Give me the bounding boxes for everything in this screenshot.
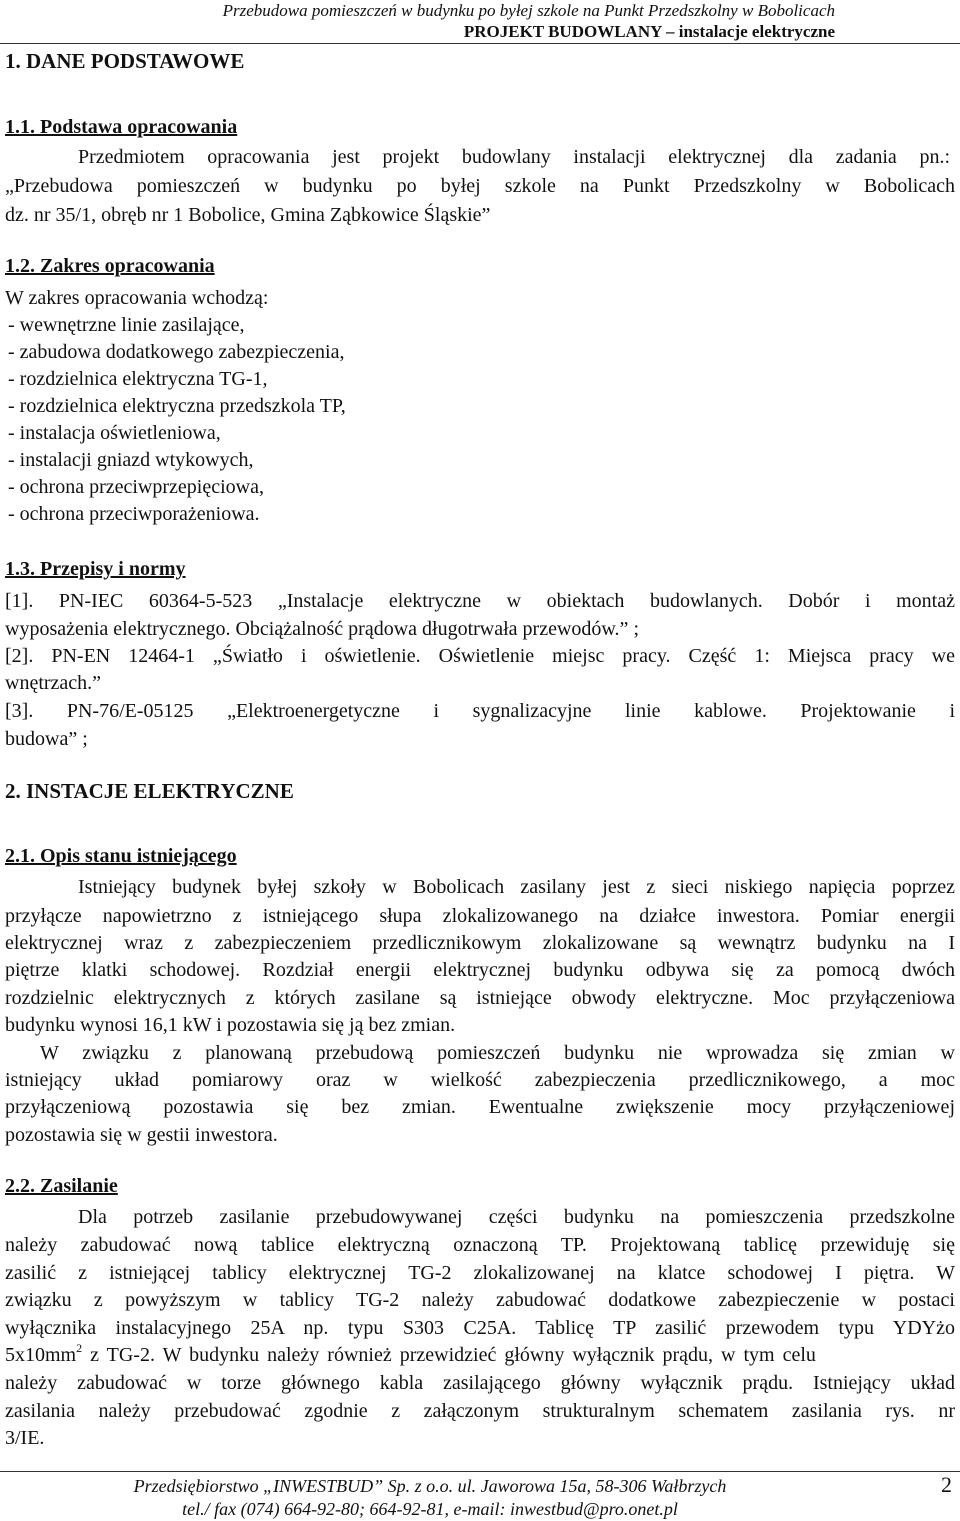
cable-cross-section: 5x10mm — [5, 1344, 77, 1366]
footer-company: Przedsiębiorstwo „INWESTBUD” Sp. z o.o. ul. Jaworowa 15a, 58-306 Wałbrzych — [133, 1476, 727, 1496]
scope-intro: W zakres opracowania wchodzą: — [5, 287, 269, 309]
section-2-1-heading: 2.1. Opis stanu istniejącego — [5, 845, 237, 867]
section-1-1-heading: 1.1. Podstawa opracowania — [5, 116, 238, 138]
page-number: 2 — [941, 1472, 952, 1497]
header-document-type: PROJEKT BUDOWLANY – instalacje elektryczne — [463, 22, 835, 41]
paragraph-line: piętrze klatki schodowej. Rozdział energii elektrycznej budynku odbywa się za pomocą dwóch — [5, 959, 955, 981]
section-2-2-heading: 2.2. Zasilanie — [5, 1175, 118, 1197]
list-item: - ochrona przeciwprzepięciowa, — [8, 476, 264, 498]
footer-contact: tel./ fax (074) 664-92-80; 664-92-81, e-mail: inwestbud@pro.onet.pl — [182, 1499, 678, 1519]
paragraph-line: Dla potrzeb zasilanie przebudowywanej części budynku na pomieszczenia przedszkolne — [78, 1206, 955, 1228]
list-item: - instalacji gniazd wtykowych, — [8, 449, 254, 471]
paragraph-line: pozostawia się w gestii inwestora. — [5, 1124, 278, 1146]
paragraph-line: przyłącze napowietrzno z istniejącego słupa zlokalizowanego na działce inwestora. Pomiar energii — [5, 905, 955, 927]
section-1-heading: 1. DANE PODSTAWOWE — [5, 49, 245, 73]
footer-divider — [0, 1471, 960, 1472]
norm-line: [3]. PN-76/E-05125 „Elektroenergetyczne i sygnalizacyjne linie kablowe. Projektowanie i — [5, 700, 955, 722]
header-project-title: Przebudowa pomieszczeń w budynku po byłej szkole na Punkt Przedszkolny w Bobolicach — [222, 1, 835, 20]
norm-line: [2]. PN-EN 12464-1 „Światło i oświetlenie. Oświetlenie miejsc pracy. Część 1: Miejsca pracy we — [5, 645, 955, 667]
section-2-heading: 2. INSTACJE ELEKTRYCZNE — [5, 779, 294, 803]
norm-line: wyposażenia elektrycznego. Obciążalność prądowa długotrwała przewodów.” ; — [5, 618, 639, 640]
paragraph-text: z TG-2. W budynku należy również przewidzieć główny wyłącznik prądu, w tym celu — [82, 1344, 816, 1366]
norm-line: budowa” ; — [5, 728, 88, 750]
norm-line: [1]. PN-IEC 60364-5-523 „Instalacje elektryczne w obiektach budowlanych. Dobór i montaż — [5, 590, 955, 612]
superscript-2: 2 — [76, 1341, 83, 1355]
paragraph-line: należy zabudować nową tablice elektryczną oznaczoną TP. Projektowaną tablicę przewiduję się — [5, 1234, 955, 1256]
paragraph-line — [5, 1341, 955, 1367]
paragraph-line: 3/IE. — [5, 1427, 45, 1449]
paragraph-line: należy zabudować w torze głównego kabla zasilającego główny wyłącznik prądu. Istniejący układ — [5, 1372, 955, 1394]
paragraph-line: przyłączeniową pozostawia się bez zmian. Ewentualne zwiększenie mocy przyłączeniowej — [5, 1096, 955, 1118]
list-item: - ochrona przeciwporażeniowa. — [8, 503, 260, 525]
paragraph-line: Istniejący budynek byłej szkoły w Bobolicach zasilany jest z sieci niskiego napięcia poprzez — [78, 876, 955, 898]
paragraph-line: wyłącznika instalacyjnego 25A np. typu S303 C25A. Tablicę TP zasilić przewodem typu YDYżo — [5, 1317, 955, 1339]
paragraph-line: zasilić z istniejącej tablicy elektrycznej TG-2 zlokalizowanej na klatce schodowej I piętra. W — [5, 1262, 955, 1284]
list-item: - instalacja oświetleniowa, — [8, 422, 221, 444]
paragraph-line: W związku z planowaną przebudową pomieszczeń budynku nie wprowadza się zmian w — [40, 1042, 955, 1064]
paragraph-line: budynku wynosi 16,1 kW i pozostawia się ją bez zmian. — [5, 1014, 456, 1036]
paragraph-line: rozdzielnic elektrycznych z których zasilane są istniejące obwody elektryczne. Moc przyłączeniowa — [5, 987, 955, 1009]
section-1-3-heading: 1.3. Przepisy i normy — [5, 558, 186, 580]
list-item: - rozdzielnica elektryczna TG-1, — [8, 368, 268, 390]
paragraph-line: zasilania należy przebudować zgodnie z załączonym strukturalnym schematem zasilania rys. nr — [5, 1400, 955, 1422]
paragraph-line: związku z powyższym w tablicy TG-2 należy zabudować dodatkowe zabezpieczenie w postaci — [5, 1289, 955, 1311]
paragraph-line: istniejący układ pomiarowy oraz w wielkość zabezpieczenia przedlicznikowego, a moc — [5, 1069, 955, 1091]
list-item: - wewnętrzne linie zasilające, — [8, 314, 245, 336]
norm-line: wnętrzach.” — [5, 672, 102, 694]
paragraph-line: Przedmiotem opracowania jest projekt budowlany instalacji elektrycznej dla zadania pn.: — [78, 146, 950, 168]
header-divider — [0, 43, 960, 44]
paragraph-line: dz. nr 35/1, obręb nr 1 Bobolice, Gmina Ząbkowice Śląskie” — [5, 204, 491, 226]
paragraph-line: „Przebudowa pomieszczeń w budynku po byłej szkole na Punkt Przedszkolny w Bobolicach — [5, 175, 955, 197]
list-item: - rozdzielnica elektryczna przedszkola TP, — [8, 395, 346, 417]
paragraph-line: elektrycznej wraz z zabezpieczeniem przedlicznikowym zlokalizowane są wewnątrz budynku na I — [5, 932, 955, 954]
list-item: - zabudowa dodatkowego zabezpieczenia, — [8, 341, 345, 363]
section-1-2-heading: 1.2. Zakres opracowania — [5, 255, 215, 277]
